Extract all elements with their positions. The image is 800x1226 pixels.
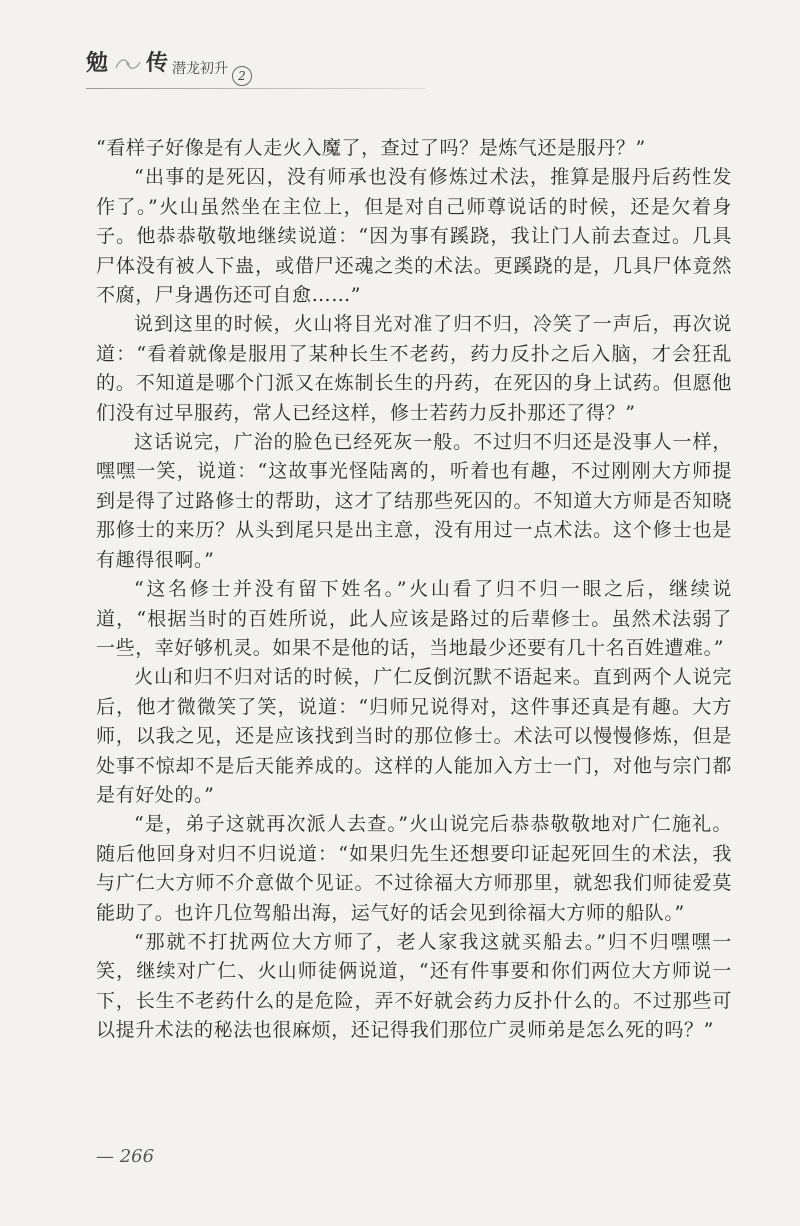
running-header [86,44,446,104]
paragraph: “是，弟子这就再次派人去查。”火山说完后恭恭敬敬地对广仁施礼。随后他回身对归不归说道：“如果归先生还想要印证起死回生的术法，我与广仁大方师不介意做个见证。不过徐福大方师那里，就恕我们师徒爱莫能助了。也许几位驾船出海，运气好的话会见到徐福大方师的船队。” [96,813,732,924]
header-title-char1: 勉 [86,50,109,76]
paragraph: “看样子好像是有人走火入魔了，查过了吗？是炼气还是服丹？” [96,137,646,159]
header-subtitle: 潜龙初升 [172,61,228,77]
paragraph: “那就不打扰两位大方师了，老人家我这就买船去。”归不归嘿嘿一笑，继续对广仁、火山师徒俩说道，“还有件事要和你们两位大方师说一下，长生不老药什么的是危险，弄不好就会药力反扑什么的。不过那些可以提升术法的秘法也很麻烦，还记得我们那位广灵师弟是怎么死的吗？” [96,930,732,1042]
header-title-char2: 传 [146,50,169,76]
header-rule [86,88,426,89]
paragraph: 说到这里的时候，火山将目光对准了归不归，冷笑了一声后，再次说道：“看着就像是服用了某种长生不老药，药力反扑之后入脑，才会狂乱的。不知道是哪个门派又在炼制长生的丹药，在死囚的身上试药。但愿他们没有过早服药，常人已经这样，修士若药力反扑那还了得？” [96,313,732,424]
body-text [96,134,732,1046]
paragraph: “这名修士并没有留下姓名。”火山看了归不归一眼之后，继续说道，“根据当时的百姓所说，此人应该是路过的后辈修士。虽然术法弱了一些，幸好够机灵。如果不是他的话，当地最少还要有几十名百姓遭难。” [96,578,732,659]
swirl-ornament-icon [114,56,144,76]
page-number: — 266 [96,1146,155,1167]
paragraph: “出事的是死囚，没有师承也没有修炼过术法，推算是服丹后药性发作了。”火山虽然坐在主位上，但是对自己师尊说话的时候，还是欠着身子。他恭恭敬敬地继续说道：“因为事有蹊跷，我让门人前去查过。几具尸体没有被人下蛊，或借尸还魂之类的术法。更蹊跷的是，几具尸体竟然不腐，尸身遇伤还可自愈……” [96,166,732,307]
paragraph: 火山和归不归对话的时候，广仁反倒沉默不语起来。直到两个人说完后，他才微微笑了笑，说道：“归师兄说得对，这件事还真是有趣。大方师，以我之见，还是应该找到当时的那位修士。术法可以慢慢修炼，但是处事不惊却不是后天能养成的。这样的人能加入方士一门，对他与宗门都是有好处的。” [96,666,732,806]
header-volume-badge: 2 [232,66,252,86]
paragraph: 这话说完，广治的脸色已经死灰一般。不过归不归还是没事人一样，嘿嘿一笑，说道：“这故事光怪陆离的，听着也有趣，不过刚刚大方师提到是得了过路修士的帮助，这才了结那些死囚的。不知道大方师是否知晓那修士的来历？从头到尾只是出主意，没有用过一点术法。这个修士也是有趣得很啊。” [96,431,732,571]
